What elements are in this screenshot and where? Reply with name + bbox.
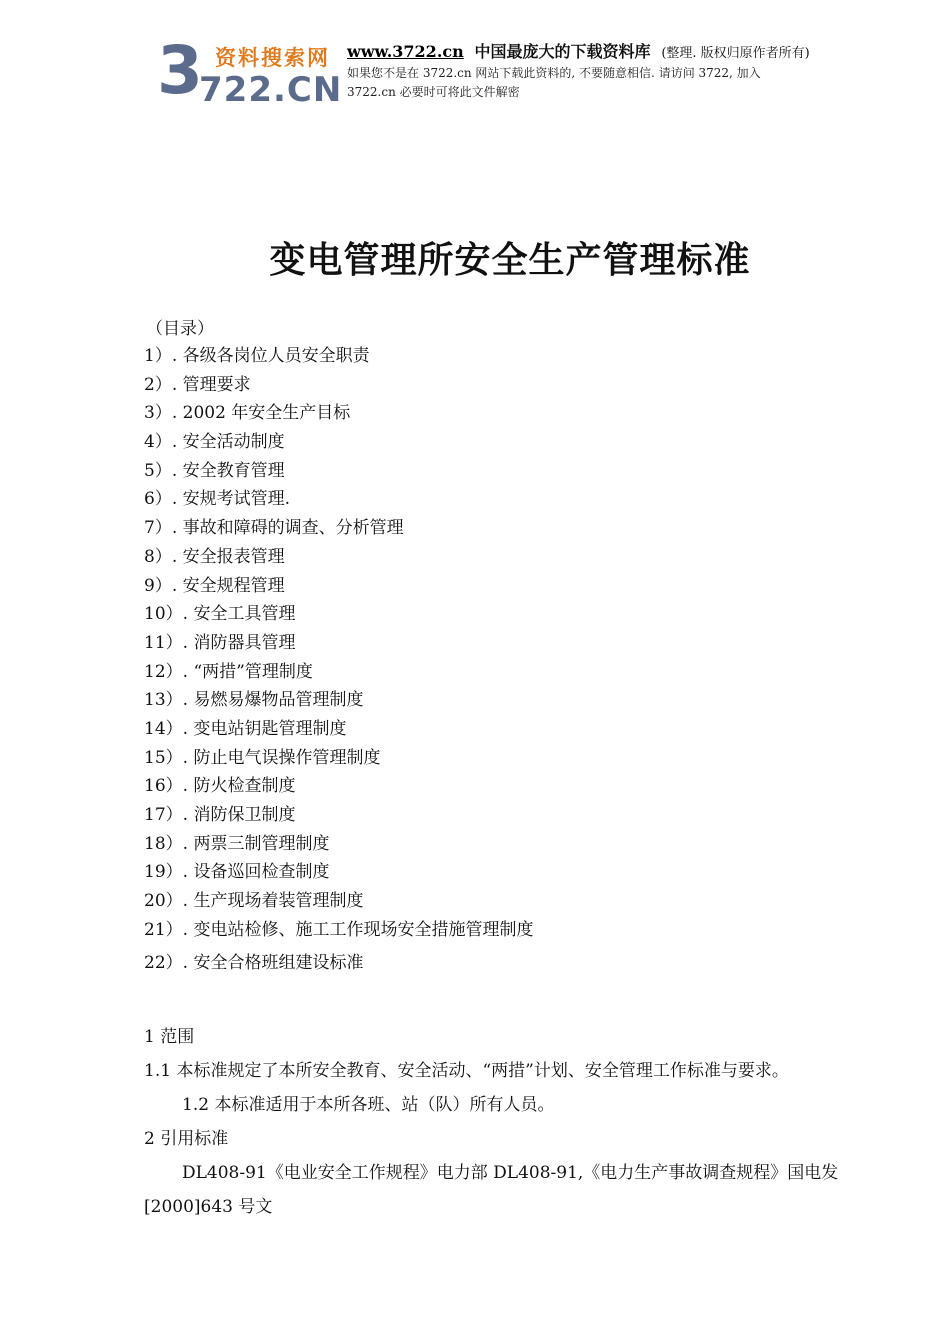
toc-item: 6）. 安规考试管理. [144,489,291,510]
section-1-1-text: 1.1 本标准规定了本所安全教育、安全活动、“两措”计划、安全管理工作标准与要求。 [144,1061,789,1081]
toc-item: 10）. 安全工具管理 [144,604,296,625]
notice-line-2: 3722.cn 必要时可将此文件解密 [347,85,520,99]
toc-item: 14）. 变电站钥匙管理制度 [144,718,347,739]
toc-item: 3）. 2002 年安全生产目标 [144,403,351,424]
logo-chinese-name: 资料搜索网 [215,46,330,70]
toc-item: 20）. 生产现场着装管理制度 [144,891,364,912]
library-title: 中国最庞大的下载资料库 [474,42,651,61]
site-url-link[interactable]: www.3722.cn [347,42,464,61]
toc-item: 21）. 变电站检修、施工工作现场安全措施管理制度 [144,919,534,940]
toc-item: 12）. “两措”管理制度 [144,661,313,682]
toc-item: 18）. 两票三制管理制度 [144,833,330,854]
toc-item: 11）. 消防器具管理 [144,632,296,653]
table-of-contents [144,342,533,978]
section-1-heading: 1 范围 [144,1027,195,1047]
logo-number: 3 [157,32,201,109]
toc-item: 8）. 安全报表管理 [144,546,285,567]
toc-item: 4）. 安全活动制度 [144,432,285,453]
document-body [144,1020,884,1224]
banner-text [347,42,887,102]
logo-domain: 722.CN [199,70,343,110]
toc-item: 16）. 防火检查制度 [144,776,296,797]
toc-heading: （目录） [146,319,214,339]
rights-note: (整理. 版权归原作者所有) [661,46,810,61]
toc-item: 15）. 防止电气误操作管理制度 [144,747,381,768]
toc-item: 19）. 设备巡回检查制度 [144,862,330,883]
section-2-heading: 2 引用标准 [144,1129,229,1149]
toc-item: 22）. 安全合格班组建设标准 [144,953,364,974]
site-logo[interactable] [155,32,345,112]
toc-item: 7）. 事故和障碍的调查、分析管理 [144,518,404,539]
toc-item: 5）. 安全教育管理 [144,460,285,481]
section-1-2-text: 1.2 本标准适用于本所各班、站（队）所有人员。 [182,1095,555,1115]
notice-line-1: 如果您不是在 3722.cn 网站下载此资料的, 不要随意相信. 请访问 3722, 加入 [347,66,761,80]
section-2-text: DL408-91《电业安全工作规程》电力部 DL408-91,《电力生产事故调查规程》国电发[2000]643 号文 [144,1163,839,1217]
banner-line-1 [347,42,887,64]
toc-item: 13）. 易燃易爆物品管理制度 [144,690,364,711]
header-banner [155,32,875,112]
toc-item: 2）. 管理要求 [144,374,251,395]
document-title: 变电管理所安全生产管理标准 [269,240,751,281]
toc-item: 9）. 安全规程管理 [144,575,285,596]
toc-item: 17）. 消防保卫制度 [144,805,296,825]
toc-item: 1）. 各级各岗位人员安全职责 [144,346,370,366]
